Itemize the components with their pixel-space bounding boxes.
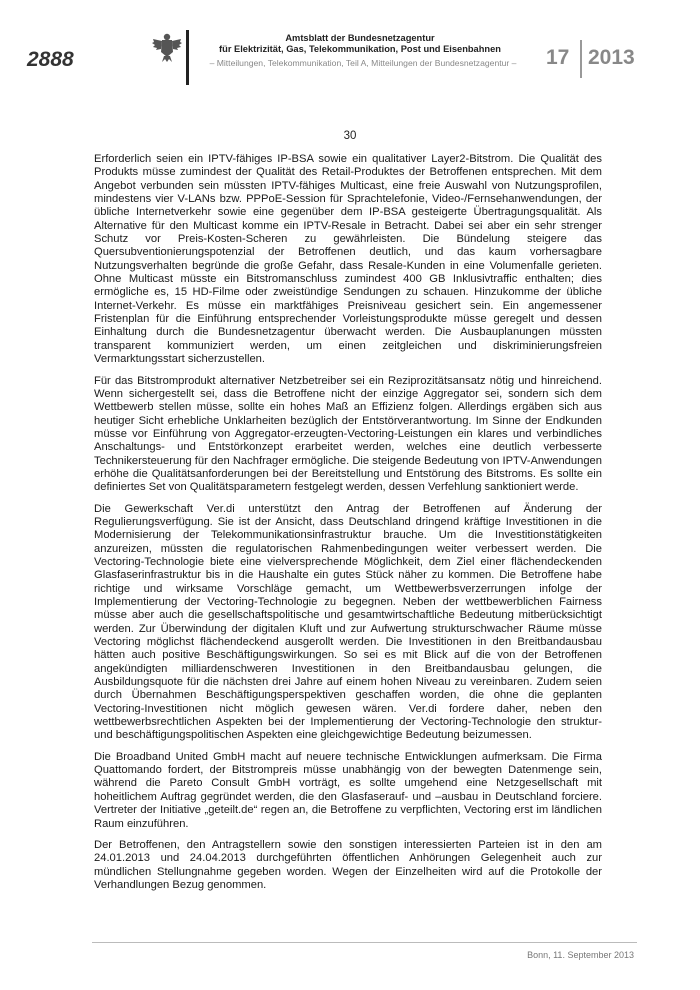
issue-divider bbox=[580, 40, 582, 78]
body-text bbox=[94, 153, 602, 900]
page-header bbox=[0, 0, 700, 90]
gazette-page-number: 2888 bbox=[27, 48, 74, 71]
issue-number: 17 bbox=[546, 46, 570, 69]
issue-year: 2013 bbox=[588, 46, 635, 69]
footer-divider bbox=[92, 942, 637, 943]
gazette-section: – Mitteilungen, Telekommunikation, Teil A, Mitteilungen der Bundesnetzagentur – bbox=[209, 58, 517, 68]
paragraph: Für das Bitstromprodukt alternativer Netzbetreiber sei ein Reziprozitätsansatz nötig und hinreichend. Wenn sichergestellt sei, dass die Betroffene nicht der einzige Aggregator sei, sondern sich dem Wettbewerb stellen müsse, sollte ein hohes Maß an Effizienz folgen. Allerdings ergäben sich aus heutiger Sicht erhebliche Unklarheiten bezüglich der Entstörverantwortung. Im Sinne der Endkunden müsse vor Einführung von Aggregator-erzeugten-Vectoring-Leistungen ein klares und verbindliches Anschaltungs- und Entstörkonzept erarbeitet werden, welches eine deutlich verbesserte Technikersteuerung für den Nachfrager ermögliche. Die steigende Bedeutung von IPTV-Anwendungen erhöhe die Qualitätsanforderungen bei der Bereitstellung und Entstörung des Bitstroms. Es sollte ein definiertes Set von Qualitätsparametern festgelegt werden, dessen Verfehlung sanktioniert werde. bbox=[94, 374, 602, 494]
federal-eagle-icon bbox=[150, 30, 184, 64]
paragraph: Erforderlich seien ein IPTV-fähiges IP-BSA sowie ein qualitativer Layer2-Bitstrom. Die Qualität des Produkts müsse zumindest der Qualität des Retail-Produktes der Betroffenen entsprechen. Mit dem Angebot verbunden sein müssten IPTV-fähiges Multicast, eine freie Auswahl von Nutzungsprofilen, mindestens vier V-LANs bzw. PPPoE-Session für Sprachtelefonie, Video-/Fernsehanwendungen, der übliche Internetverkehr sowie eine gegenüber dem IP-BSA gesteigerte Übertragungsqualität. Als Alternative für den Multicast komme ein IPTV-Resale in Betracht. Dabei sei aber ein sehr strenger Schutz vor Preis-Kosten-Scheren zu gewährleisten. Die Bündelung steigere das Quersubventionierungspotenzial der Betroffenen deutlich, und das kaum vorhersagbare Nutzungsverhalten begründe die große Gefahr, dass Resale-Kunden in eine Volumenfalle gerieten. Ohne Multicast müsste ein Bitstromanschluss zumindest 400 GB Inklusivtraffic enthalten; dies ermögliche es, 15 HD-Filme oder zweistündige Sendungen zu schauen. Hinzukomme der übliche Internet-Verkehr. Es müsse ein marktfähiges Preisniveau gesichert sein. Ein angemessener Fristenplan für die Einführung entsprechender Vorleistungsprodukte müsse geregelt und dessen Einhaltung durch die Bundesnetzagentur überwacht werden. Die Ausbauplanungen müssten transparent kommuniziert werden, um einen zeitgleichen und diskriminierungsfreien Vermarktungsstart sicherzustellen. bbox=[94, 153, 602, 366]
header-divider bbox=[186, 30, 189, 85]
gazette-title-subline: für Elektrizität, Gas, Telekommunikation, Post und Eisenbahnen bbox=[219, 44, 501, 54]
paragraph: Die Gewerkschaft Ver.di unterstützt den Antrag der Betroffenen auf Änderung der Regulierungsverfügung. Sie ist der Ansicht, dass Deutschland dringend kräftige Investitionen in die Modernisierung der Telekommunikationsinfrastruktur brauche. Um die Investitionstätigkeiten anzureizen, müssten die regulatorischen Rahmenbedingungen weiter verbessert werden. Die Vectoring-Technologie biete eine vielversprechende Möglichkeit, dem Ziel einer flächendeckenden Glasfaserinfrastruktur bis in die Haushalte ein gutes Stück näher zu kommen. Die Betroffene habe richtige und wirksame Vorschläge gemacht, um Wettbewerbsverzerrungen infolge der Implementierung der Vectoring-Technologie zu begegnen. Neben der wettbewerblichen Fairness müsse aber auch die gesellschaftspolitische und gesamtwirtschaftliche Bedeutung mitberücksichtigt werden. Zur Überwindung der digitalen Kluft und zur Aufwertung strukturschwacher Räume müsse Vectoring möglichst flächendeckend ausgerollt werden. Die Investitionen in den Breitbandausbau hätten auch positive Beschäftigungswirkungen. So sei es mit Blick auf die von der Betroffenen angekündigten milliardenschweren Investitionen in den Breitbandausbau gelungen, die Ausbildungsquote für die nächsten drei Jahre auf einem hohen Niveau zu vereinbaren. Zudem seien durch Übernahmen Beschäftigungsperspektiven geschaffen worden, die ohne die geplanten Vectoring-Investitionen nicht möglich gewesen wären. Ver.di fordere daher, neben den wettbewerbsrechtlichen Aspekten bei der Implementierung der Vectoring-Technologie den struktur- und beschäftigungspolitischen Aspekten eine gleichgewichtige Bedeutung beizumessen. bbox=[94, 502, 602, 742]
gazette-title: Amtsblatt der Bundesnetzagentur bbox=[285, 33, 435, 43]
paragraph: Der Betroffenen, den Antragstellern sowie den sonstigen interessierten Parteien ist in den am 24.01.2013 und 24.04.2013 durchgeführten öffentlichen Anhörungen Gelegenheit auch zur mündlichen Stellungnahme gegeben worden. Wegen der Einzelheiten wird auf die Protokolle der Verhandlungen Bezug genommen. bbox=[94, 838, 602, 891]
document-page-number: 30 bbox=[343, 130, 357, 142]
paragraph: Die Broadband United GmbH macht auf neuere technische Entwicklungen aufmerksam. Die Firma Quattomando fordert, der Bitstrompreis müsse unabhängig von der bewegten Datenmenge sein, während die Pareto Consult GmbH vorträgt, es sollte umgehend eine Netzgesellschaft mit hoheitlichem Auftrag gegründet werden, die den Glasfaserauf- und –ausbau in Deutschland forciere. Vertreter der Initiative „geteilt.de“ regen an, die Betroffene zu verpflichten, Vectoring erst im ländlichen Raum einzuführen. bbox=[94, 750, 602, 830]
footer-place-date: Bonn, 11. September 2013 bbox=[527, 950, 634, 960]
